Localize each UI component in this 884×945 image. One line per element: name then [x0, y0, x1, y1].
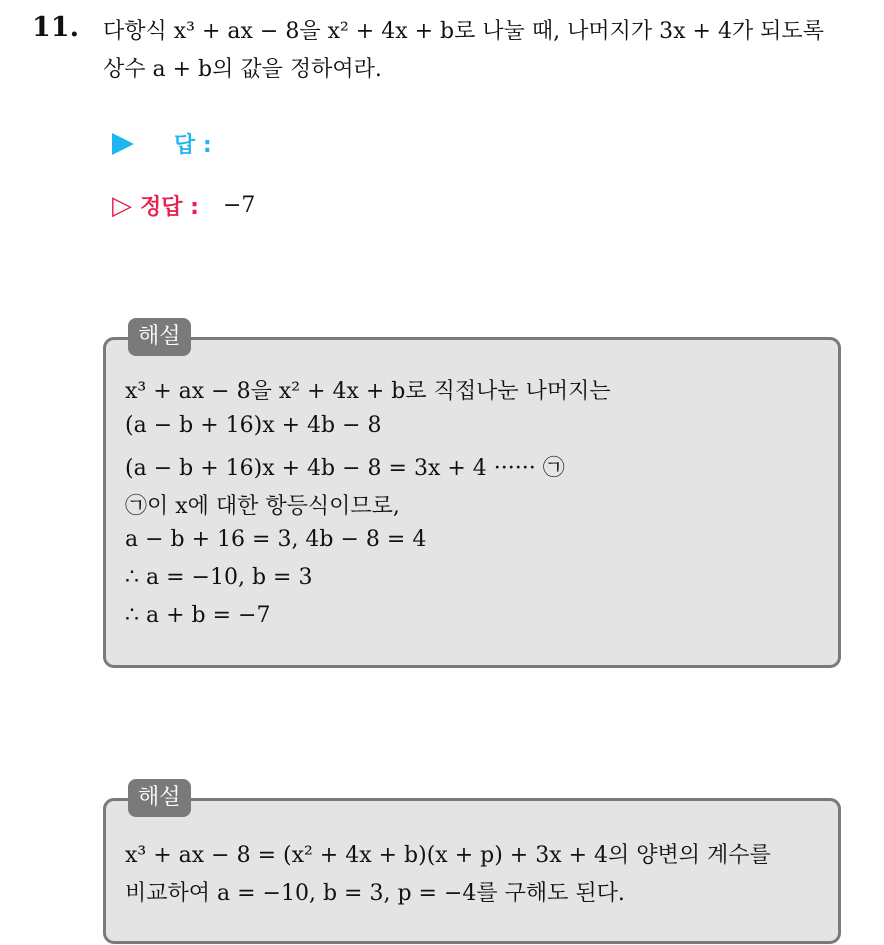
- filled-triangle-icon: [112, 133, 134, 155]
- solution-1-line: ㉠이 x에 대한 항등식이므로,: [125, 494, 400, 519]
- question-line-2: 상수 a + b의 값을 정하여라.: [103, 57, 382, 82]
- correct-answer-value: −7: [222, 193, 256, 218]
- solution-1-line: ∴ a = −10, b = 3: [125, 565, 313, 590]
- solution-1-line: (a − b + 16)x + 4b − 8 = 3x + 4 ······ ㉠: [125, 456, 565, 481]
- answer-row: [112, 128, 212, 159]
- solution-box-2: [103, 798, 841, 944]
- solution-1-line: a − b + 16 = 3, 4b − 8 = 4: [125, 527, 427, 552]
- solution-tag-1: 해설: [128, 318, 191, 356]
- solution-1-line: ∴ a + b = −7: [125, 603, 271, 628]
- solution-1-line: x³ + ax − 8을 x² + 4x + b로 직접나눈 나머지는: [125, 379, 611, 404]
- correct-answer-row: [112, 190, 255, 221]
- correct-answer-label: 정답 :: [140, 195, 199, 220]
- question-number: 11.: [32, 12, 79, 43]
- solution-tag-2: 해설: [128, 779, 191, 817]
- solution-2-line: 비교하여 a = −10, b = 3, p = −4를 구해도 된다.: [125, 881, 625, 906]
- solution-2-line: x³ + ax − 8 = (x² + 4x + b)(x + p) + 3x + 4의 양변의 계수를: [125, 843, 771, 868]
- solution-1-line: (a − b + 16)x + 4b − 8: [125, 413, 382, 438]
- question-line-1: 다항식 x³ + ax − 8을 x² + 4x + b로 나눌 때, 나머지가 3x + 4가 되도록: [103, 19, 824, 44]
- answer-label: 답 :: [174, 133, 212, 158]
- outline-triangle-icon: ▷: [112, 190, 132, 221]
